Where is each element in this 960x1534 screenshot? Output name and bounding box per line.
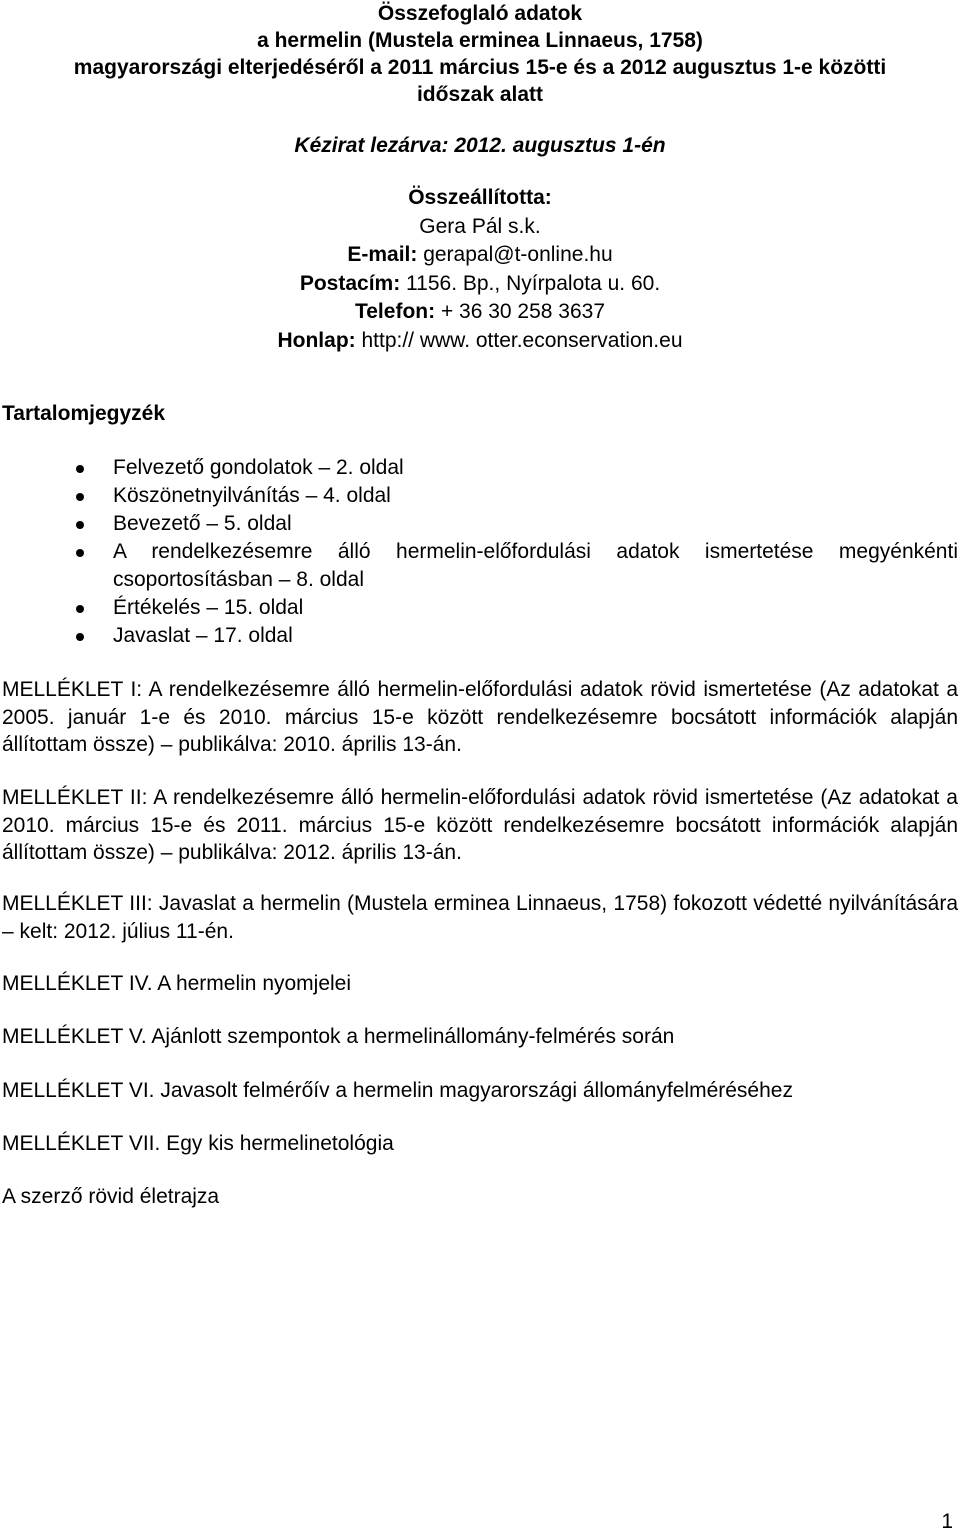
document-title (0, 0, 960, 108)
annex-3: MELLÉKLET III: Javaslat a hermelin (Mustela erminea Linnaeus, 1758) fokozott védetté nyilvánítására – kelt: 2012. július 11-én. (2, 892, 958, 943)
phone-value: + 36 30 258 3637 (440, 300, 606, 323)
annex-7: MELLÉKLET VII. Egy kis hermelinetológia (2, 1132, 394, 1155)
annex-4: MELLÉKLET IV. A hermelin nyomjelei (2, 972, 352, 995)
annex-1: MELLÉKLET I: A rendelkezésemre álló hermelin-előfordulási adatok rövid ismertetése (Az adatokat a 2005. január 1-e és 2010. március 15-e között rendelkezésemre bocsátott információk alapján állítottam össze) – publikálva: 2010. április 13-án. (2, 678, 958, 756)
compiler-contact (0, 184, 960, 355)
manuscript-closed-date: Kézirat lezárva: 2012. augusztus 1-én (294, 134, 666, 157)
phone-label: Telefon: (354, 300, 436, 323)
toc-item: Javaslat – 17. oldal (0, 622, 958, 650)
postal-value: 1156. Bp., Nyírpalota u. 60. (406, 271, 661, 295)
title-line: időszak alatt (416, 83, 544, 106)
annex-5: MELLÉKLET V. Ajánlott szempontok a hermelinállomány-felmérés során (2, 1025, 675, 1048)
email-label: E-mail: (347, 243, 418, 266)
page-number: 1 (941, 1510, 953, 1533)
compiler-label: Összeállította: (408, 186, 552, 209)
email-line (0, 241, 960, 270)
toc-item: A rendelkezésemre álló hermelin-előfordulási adatok ismertetése megyénkénti csoportosításban – 8. oldal (0, 538, 958, 594)
toc-item: Köszönetnyilvánítás – 4. oldal (0, 482, 958, 510)
toc-heading: Tartalomjegyzék (2, 402, 166, 425)
toc-item: Felvezető gondolatok – 2. oldal (0, 454, 958, 482)
web-value[interactable]: http:// www. otter.econservation.eu (361, 328, 683, 352)
postal-line (0, 270, 960, 299)
toc-item: Bevezető – 5. oldal (0, 510, 958, 538)
title-line: a hermelin (Mustela erminea Linnaeus, 1758) (257, 29, 703, 52)
postal-label: Postacím: (299, 271, 401, 295)
web-label: Honlap: (277, 328, 356, 352)
phone-line (0, 298, 960, 327)
title-line: Összefoglaló adatok (377, 2, 583, 25)
annex-6: MELLÉKLET VI. Javasolt felmérőív a hermelin magyarországi állományfelméréséhez (2, 1079, 793, 1102)
compiler-name: Gera Pál s.k. (419, 214, 541, 238)
title-line: magyarországi elterjedéséről a 2011 március 15-e és a 2012 augusztus 1-e közötti (73, 56, 887, 79)
author-bio: A szerző rövid életrajza (2, 1185, 220, 1208)
toc-list (0, 454, 958, 650)
web-line (0, 327, 960, 356)
toc-item: Értékelés – 15. oldal (0, 594, 958, 622)
annex-2: MELLÉKLET II: A rendelkezésemre álló hermelin-előfordulási adatok rövid ismertetése (Az adatokat a 2010. március 15-e és 2011. március 15-e között rendelkezésemre bocsátott információk alapján állítottam össze) – publikálva: 2012. április 13-án. (2, 786, 958, 864)
email-value[interactable]: gerapal@t-online.hu (423, 243, 613, 266)
